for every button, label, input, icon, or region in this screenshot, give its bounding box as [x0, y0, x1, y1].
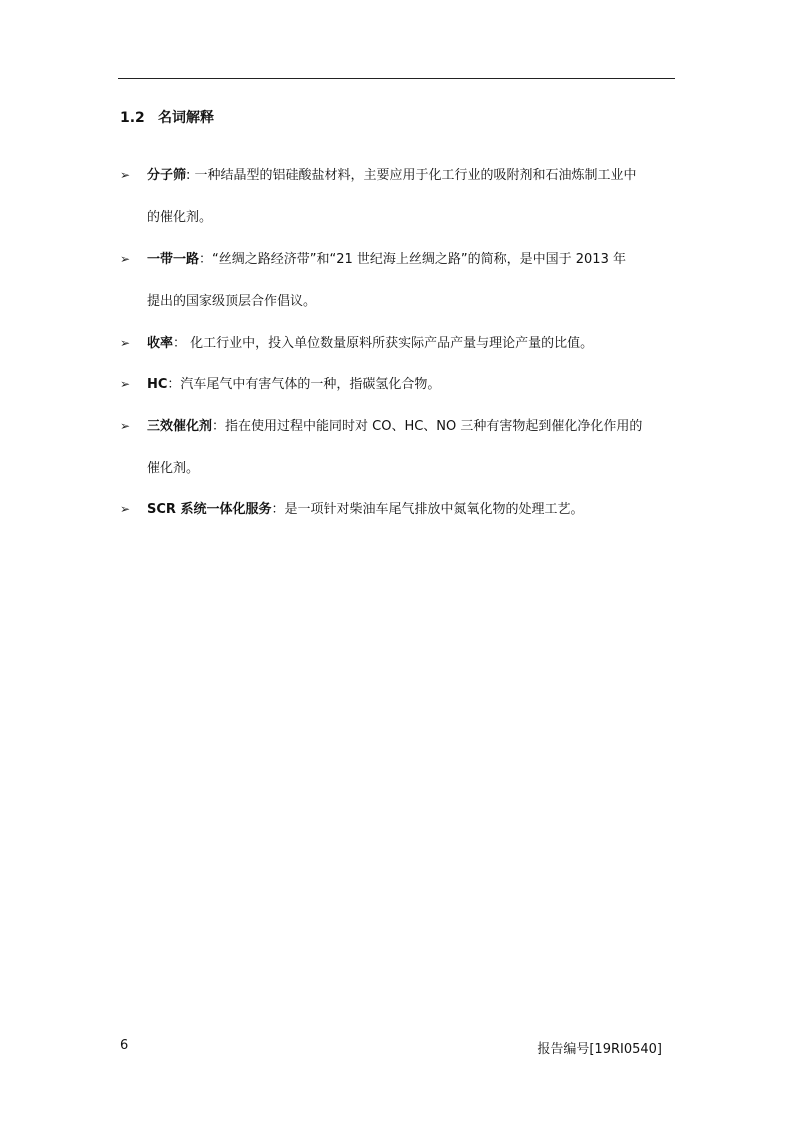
- term-line: [147, 249, 626, 270]
- term-name: SCR 系统一体化服务: [147, 502, 272, 517]
- term-name: 三效催化剂: [147, 419, 213, 434]
- arrow-bullet-icon: ➢: [120, 502, 131, 516]
- term-name: 收率: [147, 336, 174, 351]
- arrow-bullet-icon: ➢: [120, 419, 131, 433]
- term-continuation: 的催化剂。: [147, 210, 213, 225]
- page-number: 6: [120, 1038, 129, 1053]
- term-continuation: 提出的国家级顶层合作倡议。: [147, 294, 317, 309]
- term-definition: ：是一项针对柴油车尾气排放中氮氧化物的处理工艺。: [271, 502, 584, 517]
- section-number: 1.2: [120, 110, 145, 126]
- term-definition: ：“丝绸之路经济带”和“21 世纪海上丝绸之路”的简称，是中国于 2013 年: [199, 252, 626, 267]
- arrow-bullet-icon: ➢: [120, 336, 131, 350]
- section-heading: [120, 107, 214, 127]
- term-name: 一带一路: [147, 252, 200, 267]
- term-definition: ：指在使用过程中能同时对 CO、HC、NO 三种有害物起到催化净化作用的: [212, 419, 643, 434]
- arrow-bullet-icon: ➢: [120, 252, 131, 266]
- report-number: 报告编号[19RI0540]: [537, 1042, 662, 1057]
- term-line: [147, 416, 642, 437]
- arrow-bullet-icon: ➢: [120, 168, 131, 182]
- term-name: HC: [147, 377, 168, 392]
- term-line: [147, 499, 583, 520]
- term-line: [147, 165, 637, 186]
- term-line: [147, 333, 593, 354]
- term-continuation: 催化剂。: [147, 461, 200, 476]
- arrow-bullet-icon: ➢: [120, 377, 131, 391]
- term-definition: ：汽车尾气中有害气体的一种，指碳氢化合物。: [167, 377, 441, 392]
- term-definition: : 一种结晶型的铝硅酸盐材料，主要应用于化工行业的吸附剂和石油炼制工业中: [186, 168, 637, 183]
- term-name: 分子筛: [147, 168, 187, 183]
- section-title: 名词解释: [158, 110, 214, 126]
- term-line: [147, 374, 440, 395]
- term-definition: ： 化工行业中，投入单位数量原料所获实际产品产量与理论产量的比值。: [173, 336, 594, 351]
- header-rule: [118, 78, 675, 79]
